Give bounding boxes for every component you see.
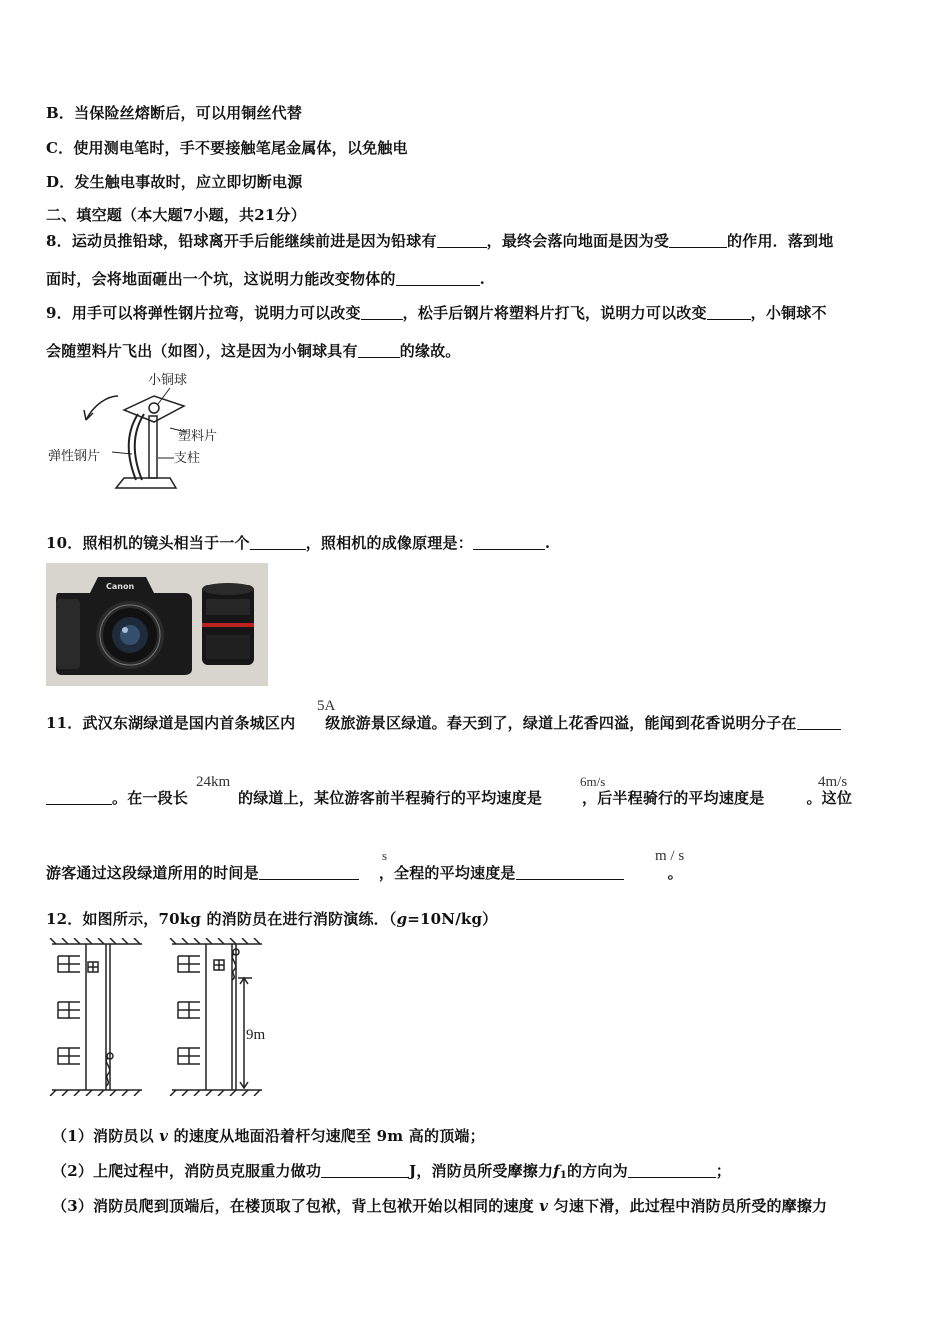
q12-p2-b: J，消防员所受摩擦力: [409, 1162, 554, 1180]
q11-unit-s: s: [382, 848, 388, 863]
q10-line: [46, 532, 550, 553]
q9-text-b: ，松手后钢片将塑料片打飞，说明力可以改变: [402, 304, 707, 322]
q11-unit-v: m / s: [655, 848, 685, 864]
option-c: C．使用测电笔时，手不要接触笔尾金属体，以免触电: [46, 139, 408, 157]
q12-f-sub: 1: [559, 1170, 567, 1181]
q12-blank-2[interactable]: [628, 1163, 716, 1178]
option-b: B．当保险丝熔断后，可以用铜丝代替: [46, 104, 303, 122]
q12-p2-c: 的方向为: [566, 1162, 628, 1180]
camera-brand-label: Canon: [106, 582, 135, 591]
q12-stem-b: =10N/kg）: [407, 910, 498, 928]
q12-g-var: g: [396, 910, 408, 928]
q10-blank-2[interactable]: [473, 535, 545, 550]
q11-line1: [46, 712, 841, 733]
q12-stem: [46, 908, 497, 929]
q8-text-a: 8．运动员推铅球，铅球离开手后能继续前进是因为铅球有: [46, 232, 437, 250]
q11-blank-1b[interactable]: [46, 790, 112, 805]
q12-blank-1[interactable]: [321, 1163, 409, 1178]
q11-grade: 5A: [317, 698, 336, 714]
q11-text-f: 。这位: [806, 789, 853, 807]
q8-text-c: 的作用．落到地: [727, 232, 834, 250]
q8-text-d: 面时，会将地面砸出一个坑，这说明力能改变物体的: [46, 270, 396, 288]
q11-blank-1a[interactable]: [797, 715, 841, 730]
q9-text-d: 会随塑料片飞出（如图），这是因为小铜球具有: [46, 342, 358, 360]
q12-p3-a: （3）消防员爬到顶端后，在楼顶取了包袱，背上包袱开始以相同的速度: [52, 1197, 534, 1215]
q11-text-i: 。: [667, 864, 683, 882]
q12-firefighter-figure: [46, 938, 286, 1096]
q12-p1-b: 的速度从地面沿着杆匀速爬至 9m 高的顶端；: [173, 1127, 485, 1145]
q11-text-d: 的绿道上，某位游客前半程骑行的平均速度是: [238, 789, 543, 807]
q9-blank-2[interactable]: [707, 305, 751, 320]
q12-p1-v: v: [159, 1127, 169, 1145]
q12-p3-v: v: [539, 1197, 549, 1215]
q11-text-g: 游客通过这段绿道所用的时间是: [46, 864, 259, 882]
q12-p1-a: （1）消防员以: [52, 1127, 154, 1145]
q12-part2: [52, 1160, 731, 1181]
section-title: 二、填空题（本大题7小题，共21分）: [46, 206, 306, 224]
q8-line1: [46, 230, 833, 251]
q11-line3: [46, 862, 683, 883]
q11-text-h: ，全程的平均速度是: [378, 864, 516, 882]
height-label-9m: 9m: [246, 1027, 266, 1043]
label-copper-ball: 小铜球: [148, 373, 188, 388]
q11-blank-3[interactable]: [516, 865, 624, 880]
q8-blank-2[interactable]: [669, 233, 727, 248]
q11-speed-2: 4m/s: [818, 774, 848, 790]
q9-line1: [46, 302, 827, 323]
q11-text-e: ，后半程骑行的平均速度是: [582, 789, 765, 807]
q12-part1: [52, 1125, 485, 1146]
q11-text-c: 。在一段长: [112, 789, 189, 807]
q9-text-c: ，小铜球不: [750, 304, 827, 322]
q12-part3: [52, 1195, 827, 1216]
q9-blank-3[interactable]: [358, 343, 400, 358]
label-steel-strip: 弹性钢片: [48, 449, 101, 464]
q8-blank-1[interactable]: [437, 233, 487, 248]
q9-line2: [46, 340, 461, 361]
label-post: 支柱: [174, 451, 201, 466]
q9-steel-strip-figure: [46, 370, 226, 498]
q11-text-b: 级旅游景区绿道。春天到了，绿道上花香四溢，能闻到花香说明分子在: [325, 714, 797, 732]
q8-text-b: ，最终会落向地面是因为受: [486, 232, 670, 250]
q12-f-var: f: [553, 1162, 560, 1180]
q11-blank-2[interactable]: [259, 865, 359, 880]
option-d: D．发生触电事故时，应立即切断电源: [46, 173, 303, 191]
label-plastic-card: 塑料片: [178, 429, 218, 444]
q10-blank-1[interactable]: [250, 535, 306, 550]
q9-blank-1[interactable]: [361, 305, 403, 320]
q9-text-e: 的缘故。: [399, 342, 461, 360]
q11-speed-1: 6m/s: [580, 774, 606, 789]
q11-line2: [46, 787, 852, 808]
q9-text-a: 9．用手可以将弹性钢片拉弯，说明力可以改变: [46, 304, 361, 322]
camera-photo: [46, 563, 268, 686]
q8-text-e: .: [479, 270, 486, 288]
q12-p3-b: 匀速下滑，此过程中消防员所受的摩擦力: [553, 1197, 828, 1215]
q10-text-c: .: [544, 534, 551, 552]
q12-stem-a: 12．如图所示，70kg 的消防员在进行消防演练．（: [46, 910, 397, 928]
q12-p2-d: ；: [715, 1162, 731, 1180]
q11-text-a: 11．武汉东湖绿道是国内首条城区内: [46, 714, 296, 732]
q8-line2: [46, 268, 485, 289]
q10-text-b: ，照相机的成像原理是：: [305, 534, 473, 552]
q8-blank-3[interactable]: [396, 271, 480, 286]
q11-length: 24km: [196, 774, 231, 790]
q10-text-a: 10．照相机的镜头相当于一个: [46, 534, 250, 552]
q12-p2-a: （2）上爬过程中，消防员克服重力做功: [52, 1162, 322, 1180]
